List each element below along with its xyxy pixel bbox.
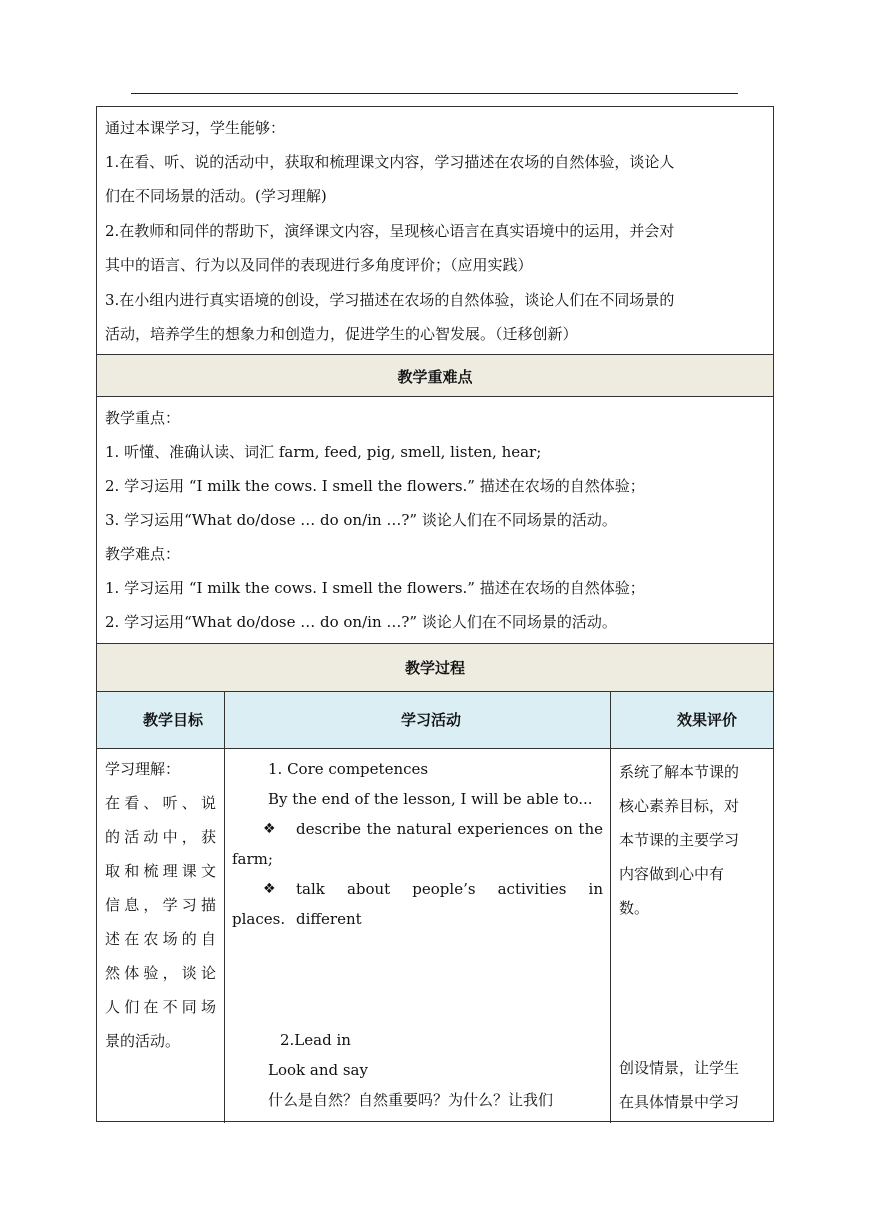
goal-line: 述在农场的自 <box>105 930 216 948</box>
focus-label: 教学重点： <box>105 409 181 427</box>
process-header <box>97 643 773 691</box>
core-competences-title: 1. Core competences <box>268 760 429 778</box>
bullet-2-line-2: places. <box>232 910 286 928</box>
core-competences-intro: By the end of the lesson, I will be able to... <box>268 790 593 808</box>
goal-line: 信息，学习描 <box>105 896 216 914</box>
lead-in-text: 什么是自然？自然重要吗？为什么？让我们 <box>268 1091 554 1109</box>
goal-line: 学习理解： <box>105 760 181 778</box>
objectives-section <box>97 107 773 354</box>
objective-1-line-1: 1.在看、听、说的活动中，获取和梳理课文内容，学习描述在农场的自然体验，谈论人 <box>105 153 675 171</box>
process-column-headers <box>97 691 773 748</box>
eval-line: 在具体情景中学习 <box>619 1093 740 1111</box>
key-points-heading: 教学重难点 <box>397 368 473 386</box>
eval-line: 内容做到心中有 <box>619 865 725 883</box>
goal-line: 人们在不同场 <box>105 998 216 1016</box>
difficulty-label: 教学难点： <box>105 545 181 563</box>
difficulty-item-2: 2. 学习运用“What do/dose … do on/in …?” 谈论人们在不同场景的活动。 <box>105 613 617 631</box>
lead-in-subtitle: Look and say <box>268 1061 368 1079</box>
goal-line: 的活动中，获 <box>105 828 216 846</box>
objectives-intro: 通过本课学习，学生能够： <box>105 119 286 137</box>
eval-line: 数。 <box>619 899 650 917</box>
difficulty-item-1: 1. 学习运用 “I milk the cows. I smell the flowers.” 描述在农场的自然体验； <box>105 579 645 597</box>
key-points-header <box>97 354 773 396</box>
key-points-section <box>97 396 773 643</box>
column-header-eval: 效果评价 <box>677 711 738 729</box>
focus-item-1: 1. 听懂、准确认读、词汇 farm, feed, pig, smell, listen, hear; <box>105 443 542 461</box>
page-header-rule <box>131 93 738 94</box>
diamond-bullet-icon: ❖ <box>263 881 276 897</box>
goal-line: 在看、听、说 <box>105 794 216 812</box>
column-divider <box>610 691 611 1123</box>
objective-1-line-2: 们在不同场景的活动。(学习理解) <box>105 187 327 205</box>
column-header-activity: 学习活动 <box>401 711 462 729</box>
objective-3-line-1: 3.在小组内进行真实语境的创设，学习描述在农场的自然体验，谈论人们在不同场景的 <box>105 291 675 309</box>
diamond-bullet-icon: ❖ <box>263 821 276 837</box>
process-heading: 教学过程 <box>404 659 465 677</box>
objective-3-line-2: 活动，培养学生的想象力和创造力，促进学生的心智发展。（迁移创新） <box>105 325 578 343</box>
bullet-1-line-2: farm; <box>232 850 273 868</box>
eval-line: 本节课的主要学习 <box>619 831 740 849</box>
bullet-1-line-1: describe the natural experiences on the <box>296 820 603 838</box>
lead-in-title: 2.Lead in <box>280 1031 351 1049</box>
goal-line: 取和梳理课文 <box>105 862 216 880</box>
goal-line: 然体验，谈论 <box>105 964 216 982</box>
focus-item-2: 2. 学习运用 “I milk the cows. I smell the flowers.” 描述在农场的自然体验； <box>105 477 645 495</box>
objective-2-line-1: 2.在教师和同伴的帮助下，演绎课文内容，呈现核心语言在真实语境中的运用，并会对 <box>105 222 675 240</box>
process-body <box>97 748 773 1123</box>
column-divider <box>224 691 225 1123</box>
focus-item-3: 3. 学习运用“What do/dose … do on/in …?” 谈论人们在不同场景的活动。 <box>105 511 617 529</box>
column-header-goal: 教学目标 <box>143 711 204 729</box>
goal-line: 景的活动。 <box>105 1032 181 1050</box>
lesson-plan-table <box>96 106 774 1122</box>
eval-line: 创设情景，让学生 <box>619 1059 740 1077</box>
objective-2-line-2: 其中的语言、行为以及同伴的表现进行多角度评价；（应用实践） <box>105 256 533 274</box>
eval-line: 系统了解本节课的 <box>619 763 740 781</box>
bullet-2-line-1: talk about people’s activities in different <box>296 880 603 928</box>
eval-line: 核心素养目标，对 <box>619 797 740 815</box>
